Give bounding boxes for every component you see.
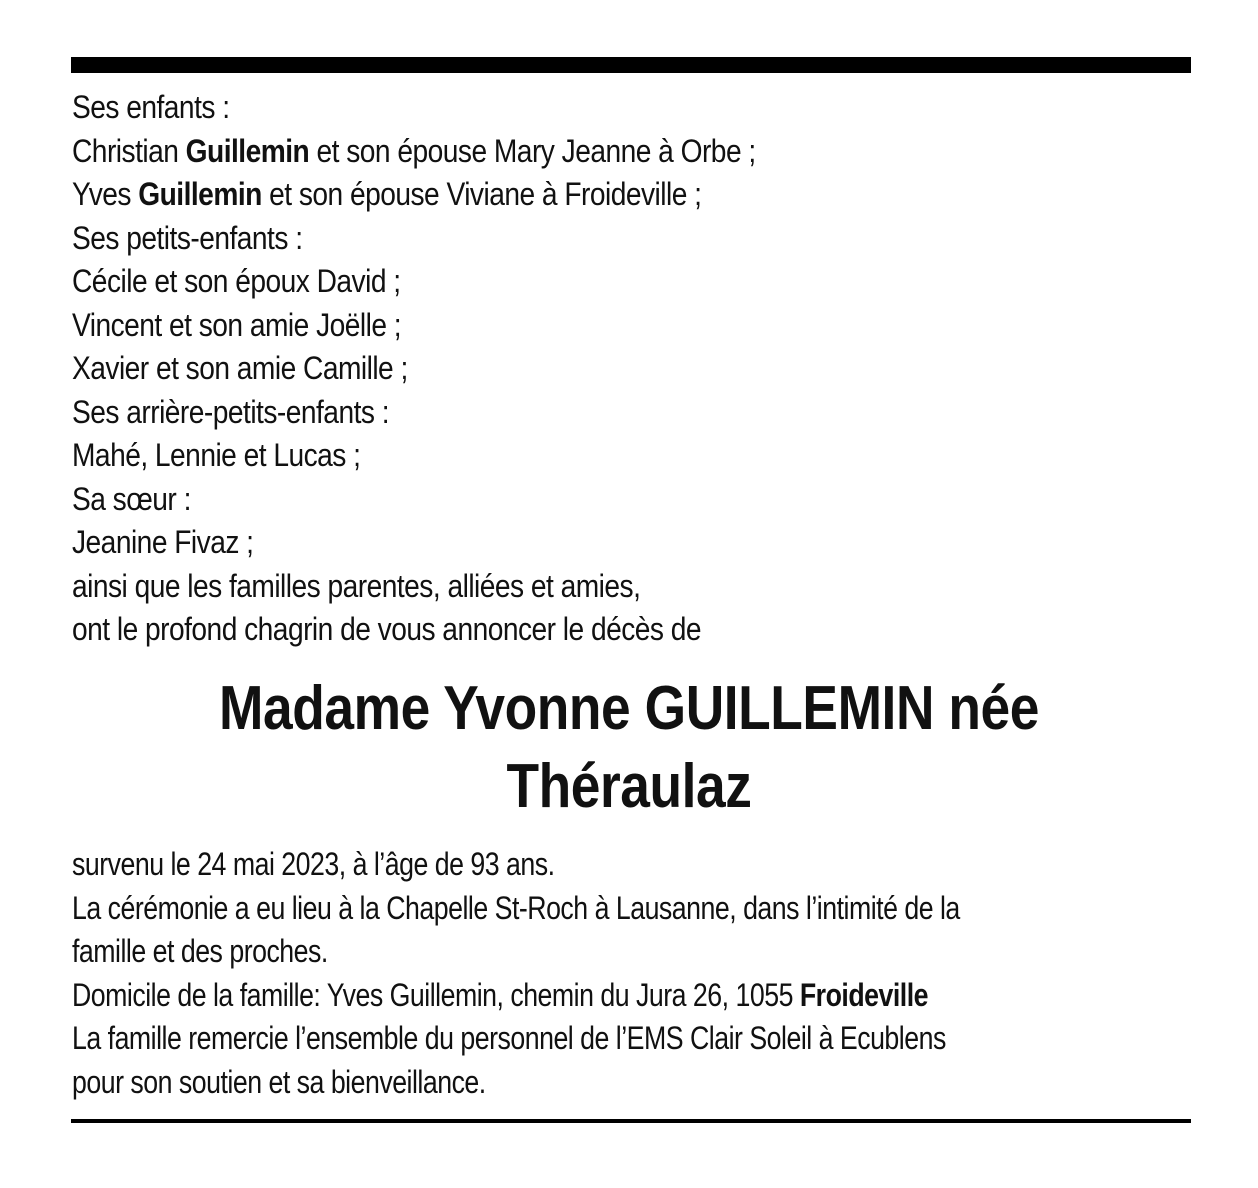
death-date-line: survenu le 24 mai 2023, à l’âge de 93 ans.	[72, 846, 555, 882]
sister: Jeanine Fivaz ;	[72, 524, 254, 560]
deceased-name-line-1: Madame Yvonne GUILLEMIN née	[219, 674, 1039, 743]
grandchild-1: Cécile et son époux David ;	[72, 263, 401, 299]
thanks-line-1: La famille remercie l’ensemble du personnel de l’EMS Clair Soleil à Ecublens	[72, 1020, 946, 1056]
families-line: ainsi que les familles parentes, alliées et amies,	[72, 567, 641, 604]
child-surname-1: Guillemin	[185, 132, 310, 169]
announcement-line: ont le profond chagrin de vous annoncer le décès de	[72, 611, 702, 647]
child-line-1: Christian Guillemin et son épouse Mary Jeanne à Orbe ;	[72, 132, 756, 169]
child-line-2: Yves Guillemin et son épouse Viviane à Froideville ;	[72, 176, 702, 212]
domicile-line: Domicile de la famille: Yves Guillemin, chemin du Jura 26, 1055 Froideville	[72, 976, 928, 1013]
child-surname-2: Guillemin	[138, 176, 262, 212]
notice-details	[72, 843, 1208, 1104]
top-rule	[71, 57, 1191, 73]
ceremony-line-1: La cérémonie a eu lieu à la Chapelle St-Roch à Lausanne, dans l’intimité de la	[72, 889, 960, 926]
family-list	[72, 86, 1062, 652]
deceased-name	[0, 670, 1258, 826]
ceremony-line-2: famille et des proches.	[72, 933, 328, 969]
grandchildren-heading: Ses petits-enfants :	[72, 219, 303, 256]
grandchild-2: Vincent et son amie Joëlle ;	[72, 306, 402, 343]
great-grandchildren-heading: Ses arrière-petits-enfants :	[72, 393, 390, 430]
great-grandchildren: Mahé, Lennie et Lucas ;	[72, 437, 361, 473]
domicile-town: Froideville	[799, 976, 928, 1013]
sister-heading: Sa sœur :	[72, 480, 191, 517]
children-heading: Ses enfants :	[72, 89, 230, 125]
bottom-rule	[71, 1119, 1191, 1123]
deceased-name-line-2: Théraulaz	[506, 752, 752, 821]
thanks-line-2: pour son soutien et sa bienveillance.	[72, 1063, 486, 1100]
grandchild-3: Xavier et son amie Camille ;	[72, 350, 408, 386]
